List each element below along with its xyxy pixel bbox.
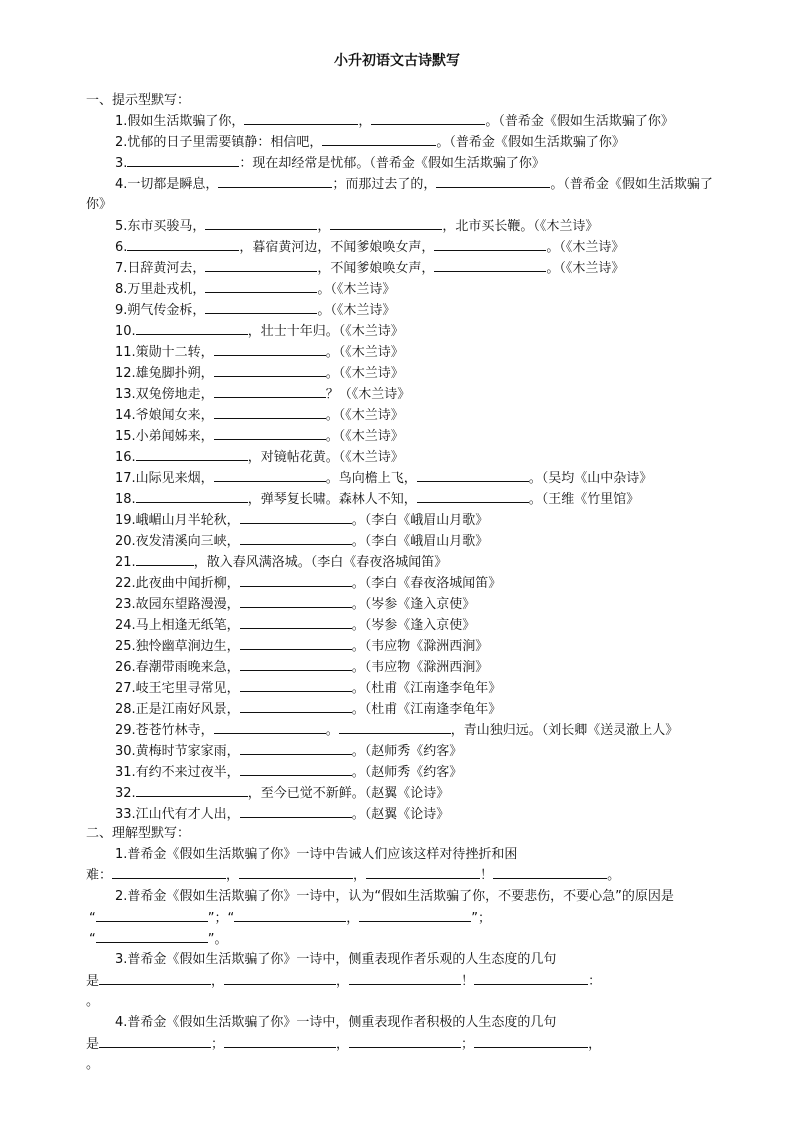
exercise-line	[115, 217, 598, 236]
answer-blank[interactable]	[214, 385, 326, 398]
exercise-text: 。	[86, 994, 100, 1009]
exercise-text: 20.夜发清溪向三峡，	[115, 534, 240, 549]
exercise-text: ！	[461, 974, 475, 989]
answer-blank[interactable]	[136, 490, 248, 503]
answer-blank[interactable]	[434, 259, 546, 272]
exercise-text: ，至今已觉不新鲜。（赵翼《论诗》	[247, 786, 450, 801]
exercise-text: ，北市买长鞭。（《木兰诗》	[442, 219, 599, 234]
exercise-line	[115, 532, 488, 551]
answer-blank[interactable]	[224, 972, 336, 985]
exercise-line	[115, 427, 404, 446]
exercise-line	[115, 322, 404, 341]
exercise-text: 23.故园东望路漫漫，	[115, 597, 240, 612]
exercise-line	[115, 406, 404, 425]
answer-blank[interactable]	[99, 1035, 211, 1048]
exercise-text: ；	[461, 1037, 475, 1052]
answer-blank[interactable]	[205, 217, 317, 230]
exercise-text: 。（赵师秀《约客》	[351, 744, 463, 759]
exercise-text: 11.策勋十二转，	[115, 345, 214, 360]
answer-blank[interactable]	[240, 805, 352, 818]
exercise-line	[86, 972, 601, 991]
exercise-line	[115, 385, 410, 404]
exercise-text: 。（《木兰诗》	[325, 366, 404, 381]
exercise-text: ，	[336, 974, 350, 989]
exercise-text: 。（普希金《假如生活欺骗了你》	[436, 135, 625, 150]
exercise-text: 。（韦应物《滁洲西涧》	[351, 660, 489, 675]
answer-blank[interactable]	[240, 595, 352, 608]
answer-blank[interactable]	[214, 427, 326, 440]
exercise-text: 16.	[115, 450, 136, 465]
answer-blank[interactable]	[474, 1035, 588, 1048]
exercise-text: ；而那过去了的，	[332, 177, 437, 192]
exercise-text: ，弹琴复长啸。森林人不知，	[247, 492, 417, 507]
answer-blank[interactable]	[240, 700, 352, 713]
exercise-line	[115, 805, 449, 824]
exercise-text: “	[89, 932, 96, 947]
answer-blank[interactable]	[349, 1035, 461, 1048]
answer-blank[interactable]	[434, 238, 546, 251]
answer-blank[interactable]	[214, 343, 326, 356]
answer-blank[interactable]	[240, 658, 352, 671]
answer-blank[interactable]	[234, 909, 346, 922]
exercise-text: 是	[86, 1037, 100, 1052]
exercise-text: 3.普希金《假如生活欺骗了你》一诗中，侧重表现作者乐观的人生态度的几句	[115, 952, 557, 967]
exercise-line	[115, 448, 404, 467]
exercise-text: 26.春潮带雨晚来急，	[115, 660, 240, 675]
exercise-line	[115, 742, 462, 761]
answer-blank[interactable]	[240, 637, 352, 650]
exercise-line	[86, 196, 112, 214]
exercise-text: 10.	[115, 324, 136, 339]
answer-blank[interactable]	[436, 175, 550, 188]
answer-blank[interactable]	[240, 763, 352, 776]
answer-blank[interactable]	[322, 133, 436, 146]
exercise-text: 。（《木兰诗》	[317, 303, 396, 318]
exercise-text: 。（《木兰诗》	[325, 429, 404, 444]
exercise-line	[86, 866, 620, 885]
exercise-text: 。鸟向檐上飞，	[325, 471, 417, 486]
exercise-text: ！	[480, 868, 494, 883]
answer-blank[interactable]	[371, 112, 485, 125]
exercise-text: 29.苍苍竹林寺，	[115, 723, 214, 738]
answer-blank[interactable]	[417, 469, 529, 482]
exercise-text: 难：	[86, 868, 113, 883]
answer-blank[interactable]	[224, 1035, 336, 1048]
exercise-text: ，暮宿黄河边，不闻爹娘唤女声，	[239, 240, 435, 255]
answer-blank[interactable]	[96, 909, 208, 922]
exercise-line	[115, 343, 404, 362]
exercise-text: 1.普希金《假如生活欺骗了你》一诗中告诫人们应该这样对待挫折和困	[115, 847, 518, 862]
exercise-text: 2.普希金《假如生活欺骗了你》一诗中，认为“假如生活欺骗了你，不要悲伤，不要心急”的原因是	[115, 889, 674, 904]
exercise-line	[115, 700, 501, 719]
exercise-text: ，	[346, 911, 360, 926]
exercise-text: 15.小弟闻姊来，	[115, 429, 214, 444]
exercise-text: 。	[325, 723, 339, 738]
exercise-line	[115, 259, 624, 278]
exercise-line	[115, 679, 501, 698]
exercise-text: ”。	[207, 932, 228, 947]
exercise-text: 24.马上相逢无纸笔，	[115, 618, 240, 633]
exercise-text: 。（普希金《假如生活欺骗了	[550, 177, 713, 192]
answer-blank[interactable]	[240, 679, 352, 692]
exercise-text: ，	[358, 114, 372, 129]
exercise-text: ，对镜帖花黄。（《木兰诗》	[247, 450, 404, 465]
exercise-text: 17.山际见来烟，	[115, 471, 214, 486]
answer-blank[interactable]	[240, 742, 352, 755]
exercise-text: 。（《木兰诗》	[546, 261, 625, 276]
exercise-text: 8.万里赴戎机，	[115, 282, 206, 297]
exercise-line	[115, 595, 475, 614]
exercise-text: 1.假如生活欺骗了你，	[115, 114, 245, 129]
answer-blank[interactable]	[214, 364, 326, 377]
page-title: 小升初语文古诗默写	[334, 53, 460, 69]
exercise-text: 。（李白《峨眉山月歌》	[351, 534, 489, 549]
section-heading-prompt: 一、提示型默写：	[86, 93, 191, 108]
answer-blank[interactable]	[205, 301, 317, 314]
exercise-text: 31.有约不来过夜半，	[115, 765, 240, 780]
answer-blank[interactable]	[240, 511, 352, 524]
answer-blank[interactable]	[330, 217, 442, 230]
exercise-text: 。（《木兰诗》	[325, 408, 404, 423]
exercise-text: 9.朔气传金柝，	[115, 303, 206, 318]
exercise-text: 4.普希金《假如生活欺骗了你》一诗中，侧重表现作者积极的人生态度的几句	[115, 1015, 557, 1030]
exercise-text: ，	[317, 219, 331, 234]
exercise-text: 。（李白《春夜洛城闻笛》	[351, 576, 502, 591]
exercise-text: 4.一切都是瞬息，	[115, 177, 219, 192]
exercise-text: ”；“	[207, 911, 235, 926]
exercise-text: “	[89, 911, 96, 926]
exercise-line	[115, 637, 488, 656]
exercise-text: 28.正是江南好风景，	[115, 702, 240, 717]
exercise-text: 33.江山代有才人出，	[115, 807, 240, 822]
exercise-text: 。（赵翼《论诗》	[351, 807, 450, 822]
exercise-text: ？（《木兰诗》	[325, 387, 411, 402]
exercise-line	[115, 574, 501, 593]
exercise-text: 。（杜甫《江南逢李龟年》	[351, 681, 502, 696]
exercise-text: 。	[607, 868, 621, 883]
answer-blank[interactable]	[205, 259, 317, 272]
exercise-line	[115, 301, 395, 320]
answer-blank[interactable]	[136, 448, 248, 461]
section-heading-understanding: 二、理解型默写：	[86, 826, 191, 841]
exercise-text: ，	[588, 1037, 602, 1052]
exercise-text: 。（韦应物《滁洲西涧》	[351, 639, 489, 654]
answer-blank[interactable]	[493, 866, 607, 879]
exercise-text: 14.爷娘闻女来，	[115, 408, 214, 423]
answer-blank[interactable]	[136, 322, 248, 335]
exercise-text: 18.	[115, 492, 136, 507]
exercise-line	[115, 553, 447, 572]
exercise-text: 。（王维《竹里馆》	[528, 492, 640, 507]
exercise-text: 。（《木兰诗》	[317, 282, 396, 297]
answer-blank[interactable]	[99, 972, 211, 985]
answer-blank[interactable]	[136, 784, 248, 797]
exercise-text: 30.黄梅时节家家雨，	[115, 744, 240, 759]
exercise-line	[115, 616, 475, 635]
exercise-text: 12.雄兔脚扑朔，	[115, 366, 214, 381]
answer-blank[interactable]	[240, 616, 352, 629]
exercise-line	[115, 364, 404, 383]
exercise-line	[115, 469, 652, 488]
answer-blank[interactable]	[214, 721, 326, 734]
exercise-text: 27.岐王宅里寻常见，	[115, 681, 240, 696]
exercise-line	[115, 133, 625, 152]
exercise-text: 。（普希金《假如生活欺骗了你》	[485, 114, 674, 129]
answer-blank[interactable]	[112, 866, 226, 879]
answer-blank[interactable]	[214, 469, 326, 482]
answer-blank[interactable]	[136, 553, 194, 566]
answer-blank[interactable]	[339, 721, 451, 734]
exercise-text: ：现在却经常是忧郁。（普希金《假如生活欺骗了你》	[239, 156, 545, 171]
exercise-text: ，	[336, 1037, 350, 1052]
exercise-text: 。	[86, 1057, 100, 1072]
answer-blank[interactable]	[240, 532, 352, 545]
exercise-text: 7.日辞黄河去，	[115, 261, 206, 276]
exercise-text: 13.双兔傍地走，	[115, 387, 214, 402]
exercise-text: 22.此夜曲中闻折柳，	[115, 576, 240, 591]
exercise-text: ：	[588, 974, 602, 989]
answer-blank[interactable]	[214, 406, 326, 419]
exercise-text: 2.忧郁的日子里需要镇静：相信吧，	[115, 135, 323, 150]
exercise-line	[115, 763, 462, 782]
exercise-text: 。（吴均《山中杂诗》	[528, 471, 653, 486]
exercise-text: 5.东市买骏马，	[115, 219, 206, 234]
exercise-text: 。（岑参《逢入京使》	[351, 597, 476, 612]
answer-blank[interactable]	[205, 280, 317, 293]
answer-blank[interactable]	[127, 238, 239, 251]
exercise-line	[115, 490, 639, 509]
exercise-line	[89, 909, 491, 928]
answer-blank[interactable]	[240, 574, 352, 587]
answer-blank[interactable]	[366, 866, 480, 879]
exercise-line	[115, 658, 488, 677]
exercise-text: 。（杜甫《江南逢李龟年》	[351, 702, 502, 717]
exercise-line	[115, 784, 449, 803]
exercise-line	[86, 993, 99, 1011]
exercise-line	[115, 154, 545, 173]
exercise-text: 。（岑参《逢入京使》	[351, 618, 476, 633]
exercise-text: ，青山独归远。（刘长卿《送灵澈上人》	[450, 723, 679, 738]
exercise-line	[115, 175, 713, 194]
exercise-line	[115, 721, 678, 740]
exercise-line	[115, 1014, 556, 1032]
exercise-text: ，散入春风满洛城。（李白《春夜洛城闻笛》	[193, 555, 448, 570]
exercise-text: 21.	[115, 555, 136, 570]
answer-blank[interactable]	[349, 972, 461, 985]
exercise-text: ，不闻爹娘唤女声，	[317, 261, 435, 276]
exercise-line	[115, 951, 556, 969]
answer-blank[interactable]	[239, 866, 353, 879]
exercise-text: 。（《木兰诗》	[325, 345, 404, 360]
exercise-line	[115, 112, 674, 131]
exercise-text: 3.	[115, 156, 128, 171]
exercise-text: 19.峨嵋山月半轮秋，	[115, 513, 240, 528]
exercise-text: 。（赵师秀《约客》	[351, 765, 463, 780]
exercise-text: 6.	[115, 240, 128, 255]
answer-blank[interactable]	[474, 972, 588, 985]
exercise-text: ，壮士十年归。（《木兰诗》	[247, 324, 404, 339]
exercise-line	[115, 238, 624, 257]
exercise-line	[115, 888, 674, 906]
exercise-text: ，	[353, 868, 367, 883]
exercise-text: 是	[86, 974, 100, 989]
exercise-text: 。（李白《峨眉山月歌》	[351, 513, 489, 528]
exercise-line	[115, 511, 488, 530]
answer-blank[interactable]	[218, 175, 332, 188]
exercise-line	[86, 1035, 601, 1054]
answer-blank[interactable]	[359, 909, 471, 922]
exercise-text: ；	[211, 1037, 225, 1052]
exercise-line	[115, 280, 395, 299]
answer-blank[interactable]	[96, 930, 208, 943]
exercise-text: 你》	[86, 197, 113, 212]
exercise-line	[86, 1056, 99, 1074]
exercise-text: ，	[211, 974, 225, 989]
answer-blank[interactable]	[244, 112, 358, 125]
exercise-text: 。（《木兰诗》	[546, 240, 625, 255]
answer-blank[interactable]	[127, 154, 239, 167]
exercise-text: 25.独怜幽草涧边生，	[115, 639, 240, 654]
exercise-text: ”；	[471, 911, 491, 926]
exercise-text: 32.	[115, 786, 136, 801]
answer-blank[interactable]	[417, 490, 529, 503]
exercise-line	[115, 846, 517, 864]
exercise-line	[89, 930, 228, 949]
exercise-text: ，	[226, 868, 240, 883]
